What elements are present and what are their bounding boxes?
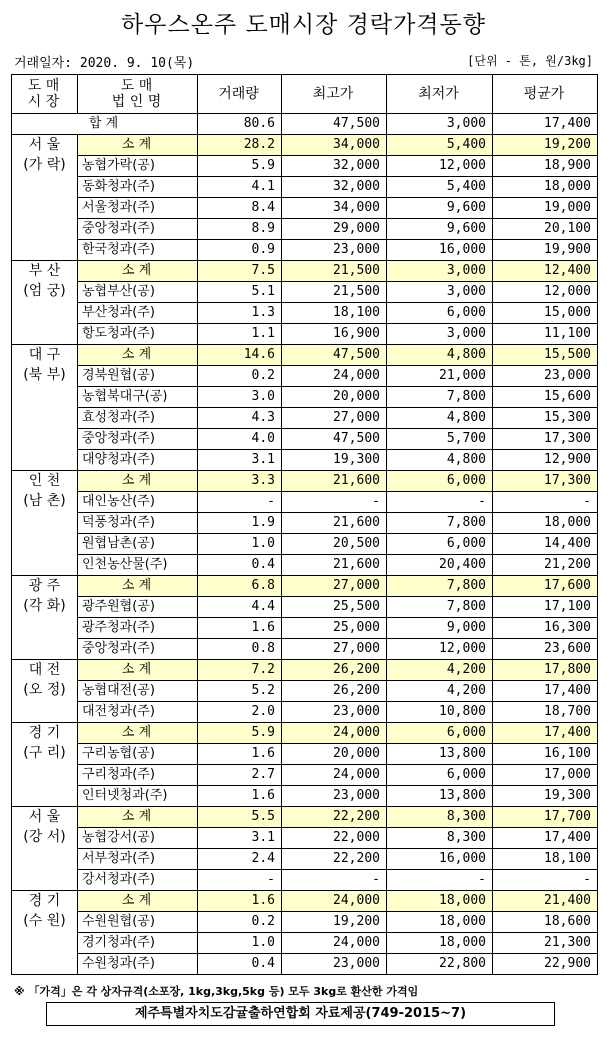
avg-price-cell: 15,000 <box>493 303 598 324</box>
market-name: 인 천 (남 촌) <box>12 471 78 576</box>
table-row <box>12 702 598 723</box>
table-row <box>12 681 598 702</box>
max-price-cell: 21,600 <box>282 555 387 576</box>
min-price-cell: 6,000 <box>387 765 493 786</box>
volume-cell: 1.0 <box>198 534 282 555</box>
min-price-cell: 12,000 <box>387 639 493 660</box>
max-price-cell: 47,500 <box>282 429 387 450</box>
table-row <box>12 366 598 387</box>
volume-cell: 3.1 <box>198 828 282 849</box>
header-max-price: 최고가 <box>282 75 387 114</box>
volume-cell: 4.3 <box>198 408 282 429</box>
table-row <box>12 177 598 198</box>
min-price-cell: 4,800 <box>387 345 493 366</box>
avg-price-cell: 18,700 <box>493 702 598 723</box>
corporation-name: 농협북대구(공) <box>78 387 198 408</box>
min-price-cell: 5,700 <box>387 429 493 450</box>
volume-cell: 7.2 <box>198 660 282 681</box>
avg-price-cell: 21,400 <box>493 891 598 912</box>
max-price-cell: 29,000 <box>282 219 387 240</box>
max-price-cell: 27,000 <box>282 576 387 597</box>
volume-cell: - <box>198 492 282 513</box>
avg-price-cell: 17,000 <box>493 765 598 786</box>
header-avg-price: 평균가 <box>493 75 598 114</box>
volume-cell: - <box>198 870 282 891</box>
total-avg: 17,400 <box>493 114 598 135</box>
volume-cell: 5.9 <box>198 723 282 744</box>
avg-price-cell: 18,100 <box>493 849 598 870</box>
avg-price-cell: 15,500 <box>493 345 598 366</box>
max-price-cell: 47,500 <box>282 345 387 366</box>
corporation-name: 농협부산(공) <box>78 282 198 303</box>
subtotal-row <box>12 807 598 828</box>
total-min: 3,000 <box>387 114 493 135</box>
avg-price-cell: 17,400 <box>493 828 598 849</box>
avg-price-cell: 19,000 <box>493 198 598 219</box>
max-price-cell: 21,500 <box>282 282 387 303</box>
avg-price-cell: 12,900 <box>493 450 598 471</box>
table-row <box>12 534 598 555</box>
corporation-name: 소 계 <box>78 891 198 912</box>
corporation-name: 인터넷청과(주) <box>78 786 198 807</box>
avg-price-cell: 23,600 <box>493 639 598 660</box>
avg-price-cell: 16,100 <box>493 744 598 765</box>
corporation-name: 한국청과(주) <box>78 240 198 261</box>
subtotal-row <box>12 471 598 492</box>
corporation-name: 소 계 <box>78 471 198 492</box>
table-row <box>12 849 598 870</box>
min-price-cell: 13,800 <box>387 786 493 807</box>
min-price-cell: - <box>387 492 493 513</box>
subtotal-row <box>12 723 598 744</box>
corporation-name: 서울청과(주) <box>78 198 198 219</box>
max-price-cell: 23,000 <box>282 954 387 975</box>
min-price-cell: 9,000 <box>387 618 493 639</box>
corporation-name: 중앙청과(주) <box>78 429 198 450</box>
total-row <box>12 114 598 135</box>
corporation-name: 수원청과(주) <box>78 954 198 975</box>
table-row <box>12 933 598 954</box>
min-price-cell: 18,000 <box>387 891 493 912</box>
volume-cell: 1.0 <box>198 933 282 954</box>
min-price-cell: 3,000 <box>387 282 493 303</box>
min-price-cell: 8,300 <box>387 828 493 849</box>
corporation-name: 구리농협(공) <box>78 744 198 765</box>
corporation-name: 소 계 <box>78 723 198 744</box>
table-row <box>12 870 598 891</box>
volume-cell: 4.4 <box>198 597 282 618</box>
min-price-cell: 6,000 <box>387 723 493 744</box>
max-price-cell: - <box>282 492 387 513</box>
table-row <box>12 303 598 324</box>
min-price-cell: 13,800 <box>387 744 493 765</box>
volume-cell: 0.2 <box>198 912 282 933</box>
volume-cell: 4.0 <box>198 429 282 450</box>
corporation-name: 소 계 <box>78 807 198 828</box>
max-price-cell: 23,000 <box>282 702 387 723</box>
volume-cell: 0.8 <box>198 639 282 660</box>
min-price-cell: 16,000 <box>387 240 493 261</box>
max-price-cell: 25,500 <box>282 597 387 618</box>
volume-cell: 1.9 <box>198 513 282 534</box>
volume-cell: 3.1 <box>198 450 282 471</box>
volume-cell: 1.6 <box>198 618 282 639</box>
avg-price-cell: 23,000 <box>493 366 598 387</box>
total-volume: 80.6 <box>198 114 282 135</box>
price-table <box>11 74 598 975</box>
table-row <box>12 912 598 933</box>
corporation-name: 항도청과(주) <box>78 324 198 345</box>
corporation-name: 중앙청과(주) <box>78 219 198 240</box>
avg-price-cell: 17,600 <box>493 576 598 597</box>
header-volume: 거래량 <box>198 75 282 114</box>
market-name: 경 기 (구 리) <box>12 723 78 807</box>
corporation-name: 농협강서(공) <box>78 828 198 849</box>
volume-cell: 5.5 <box>198 807 282 828</box>
max-price-cell: 20,500 <box>282 534 387 555</box>
min-price-cell: 20,400 <box>387 555 493 576</box>
min-price-cell: - <box>387 870 493 891</box>
table-row <box>12 618 598 639</box>
min-price-cell: 9,600 <box>387 219 493 240</box>
volume-cell: 2.7 <box>198 765 282 786</box>
corporation-name: 구리청과(주) <box>78 765 198 786</box>
max-price-cell: 19,300 <box>282 450 387 471</box>
avg-price-cell: 11,100 <box>493 324 598 345</box>
avg-price-cell: 17,300 <box>493 429 598 450</box>
corporation-name: 인천농산물(주) <box>78 555 198 576</box>
max-price-cell: 20,000 <box>282 387 387 408</box>
corporation-name: 수원원협(공) <box>78 912 198 933</box>
min-price-cell: 4,800 <box>387 408 493 429</box>
corporation-name: 부산청과(주) <box>78 303 198 324</box>
volume-cell: 5.9 <box>198 156 282 177</box>
corporation-name: 동화청과(주) <box>78 177 198 198</box>
table-row <box>12 282 598 303</box>
max-price-cell: 32,000 <box>282 177 387 198</box>
market-name: 광 주 (각 화) <box>12 576 78 660</box>
corporation-name: 광주원협(공) <box>78 597 198 618</box>
min-price-cell: 7,800 <box>387 513 493 534</box>
volume-cell: 0.2 <box>198 366 282 387</box>
subtotal-row <box>12 576 598 597</box>
market-name: 서 울 (강 서) <box>12 807 78 891</box>
corporation-name: 광주청과(주) <box>78 618 198 639</box>
market-name: 부 산 (엄 궁) <box>12 261 78 345</box>
avg-price-cell: 18,600 <box>493 912 598 933</box>
total-label: 합 계 <box>12 114 198 135</box>
corporation-name: 강서청과(주) <box>78 870 198 891</box>
volume-cell: 2.4 <box>198 849 282 870</box>
subtotal-row <box>12 660 598 681</box>
max-price-cell: 27,000 <box>282 639 387 660</box>
corporation-name: 경기청과(주) <box>78 933 198 954</box>
max-price-cell: 20,000 <box>282 744 387 765</box>
table-row <box>12 324 598 345</box>
table-row <box>12 387 598 408</box>
subtotal-row <box>12 891 598 912</box>
max-price-cell: 16,900 <box>282 324 387 345</box>
min-price-cell: 7,800 <box>387 387 493 408</box>
min-price-cell: 6,000 <box>387 534 493 555</box>
corporation-name: 대양청과(주) <box>78 450 198 471</box>
avg-price-cell: 19,300 <box>493 786 598 807</box>
min-price-cell: 6,000 <box>387 303 493 324</box>
table-row <box>12 198 598 219</box>
volume-cell: 0.9 <box>198 240 282 261</box>
volume-cell: 3.3 <box>198 471 282 492</box>
table-row <box>12 597 598 618</box>
avg-price-cell: 17,400 <box>493 723 598 744</box>
max-price-cell: 18,100 <box>282 303 387 324</box>
total-max: 47,500 <box>282 114 387 135</box>
min-price-cell: 9,600 <box>387 198 493 219</box>
avg-price-cell: 15,600 <box>493 387 598 408</box>
volume-cell: 1.6 <box>198 786 282 807</box>
max-price-cell: 34,000 <box>282 198 387 219</box>
min-price-cell: 4,800 <box>387 450 493 471</box>
market-name: 경 기 (수 원) <box>12 891 78 975</box>
volume-cell: 0.4 <box>198 555 282 576</box>
avg-price-cell: 17,300 <box>493 471 598 492</box>
corporation-name: 덕풍청과(주) <box>78 513 198 534</box>
corporation-name: 대인농산(주) <box>78 492 198 513</box>
max-price-cell: 22,200 <box>282 807 387 828</box>
table-row <box>12 450 598 471</box>
market-name: 대 전 (오 정) <box>12 660 78 723</box>
volume-cell: 0.4 <box>198 954 282 975</box>
min-price-cell: 5,400 <box>387 135 493 156</box>
min-price-cell: 12,000 <box>387 156 493 177</box>
min-price-cell: 7,800 <box>387 597 493 618</box>
max-price-cell: 22,000 <box>282 828 387 849</box>
table-row <box>12 429 598 450</box>
page-title: 하우스온주 도매시장 경락가격동향 <box>121 12 486 38</box>
corporation-name: 경북원협(공) <box>78 366 198 387</box>
min-price-cell: 16,000 <box>387 849 493 870</box>
max-price-cell: 25,000 <box>282 618 387 639</box>
table-row <box>12 492 598 513</box>
avg-price-cell: 21,300 <box>493 933 598 954</box>
max-price-cell: 34,000 <box>282 135 387 156</box>
max-price-cell: 27,000 <box>282 408 387 429</box>
max-price-cell: 23,000 <box>282 240 387 261</box>
volume-cell: 8.9 <box>198 219 282 240</box>
table-row <box>12 156 598 177</box>
header-row <box>12 75 598 114</box>
corporation-name: 중앙청과(주) <box>78 639 198 660</box>
header-corporation: 도 매 법 인 명 <box>78 75 198 114</box>
avg-price-cell: 17,800 <box>493 660 598 681</box>
market-name: 서 울 (가 락) <box>12 135 78 261</box>
min-price-cell: 22,800 <box>387 954 493 975</box>
source-credit: 제주특별자치도감귤출하연합회 자료제공(749-2015~7) <box>46 1002 555 1026</box>
avg-price-cell: 12,400 <box>493 261 598 282</box>
min-price-cell: 18,000 <box>387 933 493 954</box>
avg-price-cell: 22,900 <box>493 954 598 975</box>
table-row <box>12 408 598 429</box>
volume-cell: 6.8 <box>198 576 282 597</box>
avg-price-cell: 19,200 <box>493 135 598 156</box>
max-price-cell: 24,000 <box>282 765 387 786</box>
volume-cell: 5.2 <box>198 681 282 702</box>
max-price-cell: 21,600 <box>282 471 387 492</box>
min-price-cell: 8,300 <box>387 807 493 828</box>
avg-price-cell: 12,000 <box>493 282 598 303</box>
avg-price-cell: 17,400 <box>493 681 598 702</box>
table-row <box>12 744 598 765</box>
min-price-cell: 7,800 <box>387 576 493 597</box>
volume-cell: 1.1 <box>198 324 282 345</box>
max-price-cell: 21,600 <box>282 513 387 534</box>
volume-cell: 2.0 <box>198 702 282 723</box>
unit-label: [단위 - 톤, 원/3kg] <box>467 54 593 68</box>
max-price-cell: 24,000 <box>282 891 387 912</box>
min-price-cell: 4,200 <box>387 660 493 681</box>
min-price-cell: 3,000 <box>387 324 493 345</box>
max-price-cell: 24,000 <box>282 933 387 954</box>
header-min-price: 최저가 <box>387 75 493 114</box>
corporation-name: 효성청과(주) <box>78 408 198 429</box>
min-price-cell: 10,800 <box>387 702 493 723</box>
avg-price-cell: 18,900 <box>493 156 598 177</box>
avg-price-cell: 15,300 <box>493 408 598 429</box>
avg-price-cell: - <box>493 870 598 891</box>
table-row <box>12 639 598 660</box>
corporation-name: 소 계 <box>78 135 198 156</box>
trade-date: 거래일자: 2020. 9. 10(목) <box>14 56 195 71</box>
max-price-cell: 26,200 <box>282 681 387 702</box>
max-price-cell: 21,500 <box>282 261 387 282</box>
volume-cell: 5.1 <box>198 282 282 303</box>
avg-price-cell: 14,400 <box>493 534 598 555</box>
corporation-name: 농협대전(공) <box>78 681 198 702</box>
avg-price-cell: 17,700 <box>493 807 598 828</box>
price-note: ※ 「가격」은 각 상자규격(소포장, 1kg,3kg,5kg 등) 모두 3kg로 환산한 가격임 <box>14 985 419 998</box>
avg-price-cell: 18,000 <box>493 513 598 534</box>
corporation-name: 소 계 <box>78 261 198 282</box>
volume-cell: 14.6 <box>198 345 282 366</box>
max-price-cell: 19,200 <box>282 912 387 933</box>
subtotal-row <box>12 345 598 366</box>
avg-price-cell: - <box>493 492 598 513</box>
volume-cell: 7.5 <box>198 261 282 282</box>
corporation-name: 소 계 <box>78 660 198 681</box>
volume-cell: 1.6 <box>198 744 282 765</box>
market-name: 대 구 (북 부) <box>12 345 78 471</box>
corporation-name: 서부청과(주) <box>78 849 198 870</box>
table-row <box>12 765 598 786</box>
max-price-cell: - <box>282 870 387 891</box>
max-price-cell: 26,200 <box>282 660 387 681</box>
volume-cell: 4.1 <box>198 177 282 198</box>
table-row <box>12 786 598 807</box>
avg-price-cell: 18,000 <box>493 177 598 198</box>
avg-price-cell: 19,900 <box>493 240 598 261</box>
volume-cell: 3.0 <box>198 387 282 408</box>
corporation-name: 대전청과(주) <box>78 702 198 723</box>
max-price-cell: 24,000 <box>282 366 387 387</box>
corporation-name: 원협남촌(공) <box>78 534 198 555</box>
max-price-cell: 22,200 <box>282 849 387 870</box>
min-price-cell: 18,000 <box>387 912 493 933</box>
table-row <box>12 219 598 240</box>
table-row <box>12 954 598 975</box>
avg-price-cell: 21,200 <box>493 555 598 576</box>
min-price-cell: 21,000 <box>387 366 493 387</box>
min-price-cell: 5,400 <box>387 177 493 198</box>
volume-cell: 1.3 <box>198 303 282 324</box>
min-price-cell: 4,200 <box>387 681 493 702</box>
max-price-cell: 23,000 <box>282 786 387 807</box>
corporation-name: 소 계 <box>78 345 198 366</box>
corporation-name: 소 계 <box>78 576 198 597</box>
corporation-name: 농협가락(공) <box>78 156 198 177</box>
volume-cell: 28.2 <box>198 135 282 156</box>
subtotal-row <box>12 261 598 282</box>
header-market: 도 매 시 장 <box>12 75 78 114</box>
volume-cell: 1.6 <box>198 891 282 912</box>
avg-price-cell: 16,300 <box>493 618 598 639</box>
min-price-cell: 6,000 <box>387 471 493 492</box>
table-row <box>12 828 598 849</box>
avg-price-cell: 20,100 <box>493 219 598 240</box>
table-row <box>12 240 598 261</box>
avg-price-cell: 17,100 <box>493 597 598 618</box>
volume-cell: 8.4 <box>198 198 282 219</box>
max-price-cell: 24,000 <box>282 723 387 744</box>
table-row <box>12 555 598 576</box>
max-price-cell: 32,000 <box>282 156 387 177</box>
min-price-cell: 3,000 <box>387 261 493 282</box>
subtotal-row <box>12 135 598 156</box>
table-row <box>12 513 598 534</box>
